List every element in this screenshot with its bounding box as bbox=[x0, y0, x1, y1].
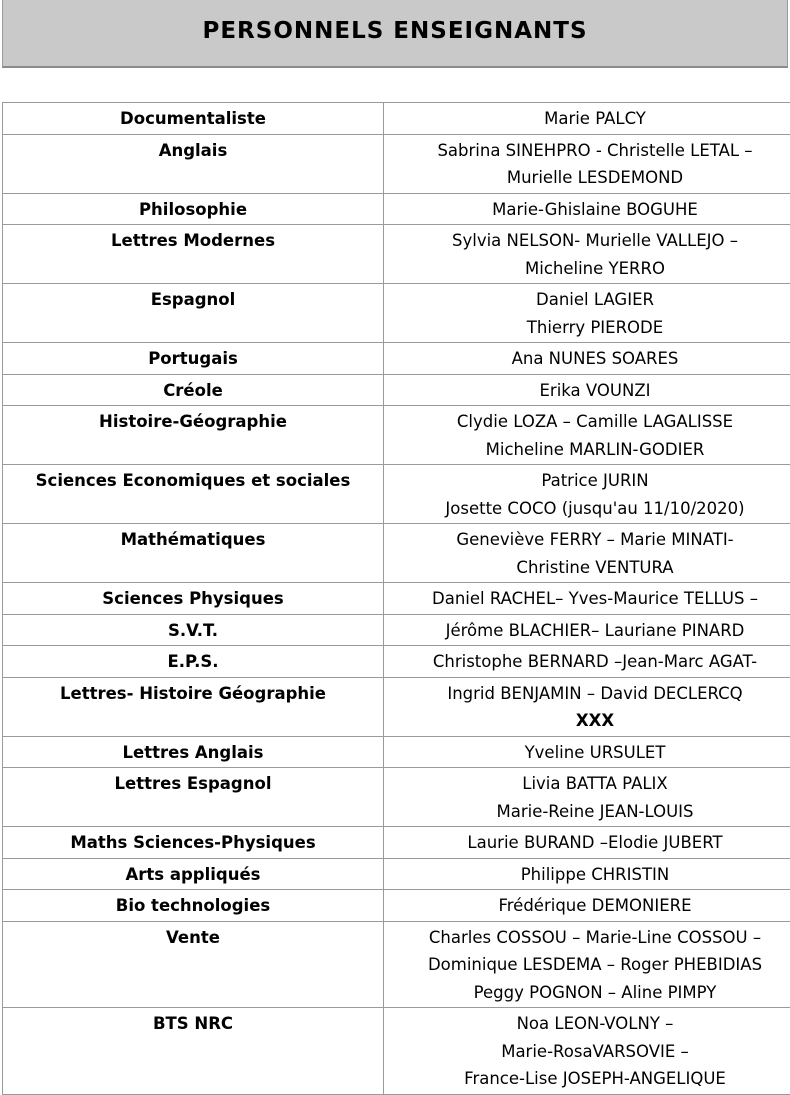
subject-cell bbox=[3, 1008, 384, 1095]
subject-label: Bio technologies bbox=[7, 892, 379, 920]
table-row bbox=[3, 343, 790, 375]
teacher-names-line: Marie PALCY bbox=[388, 105, 790, 133]
teacher-names-line: Erika VOUNZI bbox=[388, 377, 790, 405]
subject-cell bbox=[3, 225, 384, 284]
teachers-cell bbox=[384, 406, 790, 465]
teacher-names-line: Josette COCO (jusqu'au 11/10/2020) bbox=[388, 495, 790, 523]
table-row bbox=[3, 465, 790, 524]
teaching-staff-table bbox=[2, 102, 790, 1095]
teacher-names-line: Ingrid BENJAMIN – David DECLERCQ bbox=[388, 680, 790, 708]
subject-cell bbox=[3, 858, 384, 890]
teachers-cell bbox=[384, 374, 790, 406]
teacher-names-line: Marie-Ghislaine BOGUHE bbox=[388, 196, 790, 224]
subject-cell bbox=[3, 614, 384, 646]
table-row bbox=[3, 768, 790, 827]
teachers-cell bbox=[384, 343, 790, 375]
teachers-cell bbox=[384, 225, 790, 284]
page-header bbox=[2, 0, 788, 68]
table-row bbox=[3, 284, 790, 343]
subject-label: Créole bbox=[7, 377, 379, 405]
subject-label: Maths Sciences-Physiques bbox=[7, 829, 379, 857]
table-row bbox=[3, 583, 790, 615]
teachers-cell bbox=[384, 614, 790, 646]
table-row bbox=[3, 736, 790, 768]
teacher-names-line: Frédérique DEMONIERE bbox=[388, 892, 790, 920]
teacher-names-line: Christophe BERNARD –Jean-Marc AGAT- bbox=[388, 648, 790, 676]
subject-cell bbox=[3, 193, 384, 225]
teaching-staff-table-body bbox=[3, 103, 790, 1095]
subject-label: Espagnol bbox=[7, 286, 379, 314]
teacher-names-line: Yveline URSULET bbox=[388, 739, 790, 767]
teachers-cell bbox=[384, 736, 790, 768]
subject-label: Sciences Economiques et sociales bbox=[7, 467, 379, 495]
teacher-names-line: Daniel RACHEL– Yves-Maurice TELLUS – bbox=[388, 585, 790, 613]
teachers-cell bbox=[384, 524, 790, 583]
subject-cell bbox=[3, 343, 384, 375]
teachers-cell bbox=[384, 1008, 790, 1095]
subject-cell bbox=[3, 921, 384, 1008]
table-row bbox=[3, 374, 790, 406]
subject-label: Anglais bbox=[7, 137, 379, 165]
subject-label: Vente bbox=[7, 924, 379, 952]
table-row bbox=[3, 406, 790, 465]
subject-label: Sciences Physiques bbox=[7, 585, 379, 613]
subject-cell bbox=[3, 524, 384, 583]
teacher-names-line: Geneviève FERRY – Marie MINATI- bbox=[388, 526, 790, 554]
teacher-names-line: Micheline YERRO bbox=[388, 255, 790, 283]
subject-cell bbox=[3, 406, 384, 465]
subject-label: Lettres Anglais bbox=[7, 739, 379, 767]
teachers-cell bbox=[384, 921, 790, 1008]
subject-cell bbox=[3, 374, 384, 406]
subject-cell bbox=[3, 134, 384, 193]
teacher-names-line: Jérôme BLACHIER– Lauriane PINARD bbox=[388, 617, 790, 645]
table-row bbox=[3, 827, 790, 859]
teacher-names-line: Patrice JURIN bbox=[388, 467, 790, 495]
teacher-names-line: Murielle LESDEMOND bbox=[388, 164, 790, 192]
subject-label: BTS NRC bbox=[7, 1010, 379, 1038]
teachers-cell bbox=[384, 583, 790, 615]
table-row bbox=[3, 1008, 790, 1095]
subject-cell bbox=[3, 768, 384, 827]
placeholder-name-line: XXX bbox=[388, 707, 790, 735]
subject-label: Lettres- Histoire Géographie bbox=[7, 680, 379, 708]
subject-cell bbox=[3, 890, 384, 922]
subject-cell bbox=[3, 677, 384, 736]
subject-label: Histoire-Géographie bbox=[7, 408, 379, 436]
teacher-names-line: Micheline MARLIN-GODIER bbox=[388, 436, 790, 464]
subject-label: Arts appliqués bbox=[7, 861, 379, 889]
teachers-cell bbox=[384, 677, 790, 736]
teacher-names-line: Clydie LOZA – Camille LAGALISSE bbox=[388, 408, 790, 436]
subject-label: S.V.T. bbox=[7, 617, 379, 645]
teacher-names-line: Sabrina SINEHPRO - Christelle LETAL – bbox=[388, 137, 790, 165]
teacher-names-line: Laurie BURAND –Elodie JUBERT bbox=[388, 829, 790, 857]
teachers-cell bbox=[384, 284, 790, 343]
table-row bbox=[3, 524, 790, 583]
teacher-names-line: Thierry PIERODE bbox=[388, 314, 790, 342]
teachers-cell bbox=[384, 768, 790, 827]
teacher-names-line: Marie-Reine JEAN-LOUIS bbox=[388, 798, 790, 826]
table-row bbox=[3, 614, 790, 646]
teachers-cell bbox=[384, 134, 790, 193]
teacher-names-line: Marie-RosaVARSOVIE – bbox=[388, 1038, 790, 1066]
teacher-names-line: Sylvia NELSON- Murielle VALLEJO – bbox=[388, 227, 790, 255]
table-row bbox=[3, 921, 790, 1008]
teachers-cell bbox=[384, 827, 790, 859]
teachers-cell bbox=[384, 193, 790, 225]
subject-label: Lettres Espagnol bbox=[7, 770, 379, 798]
subject-label: Lettres Modernes bbox=[7, 227, 379, 255]
subject-cell bbox=[3, 284, 384, 343]
subject-cell bbox=[3, 583, 384, 615]
table-row bbox=[3, 677, 790, 736]
subject-cell bbox=[3, 827, 384, 859]
teachers-cell bbox=[384, 646, 790, 678]
teacher-names-line: Peggy POGNON – Aline PIMPY bbox=[388, 979, 790, 1007]
teacher-names-line: Dominique LESDEMA – Roger PHEBIDIAS bbox=[388, 951, 790, 979]
subject-label: Philosophie bbox=[7, 196, 379, 224]
subject-cell bbox=[3, 646, 384, 678]
teacher-names-line: Daniel LAGIER bbox=[388, 286, 790, 314]
teacher-names-line: Livia BATTA PALIX bbox=[388, 770, 790, 798]
page-title: PERSONNELS ENSEIGNANTS bbox=[202, 18, 587, 44]
teacher-names-line: Charles COSSOU – Marie-Line COSSOU – bbox=[388, 924, 790, 952]
table-row bbox=[3, 134, 790, 193]
table-row bbox=[3, 225, 790, 284]
teacher-names-line: Philippe CHRISTIN bbox=[388, 861, 790, 889]
table-row bbox=[3, 193, 790, 225]
teacher-names-line: Noa LEON-VOLNY – bbox=[388, 1010, 790, 1038]
teachers-cell bbox=[384, 103, 790, 135]
subject-label: Mathématiques bbox=[7, 526, 379, 554]
teacher-names-line: Christine VENTURA bbox=[388, 554, 790, 582]
table-row bbox=[3, 858, 790, 890]
table-row bbox=[3, 103, 790, 135]
subject-cell bbox=[3, 736, 384, 768]
table-row bbox=[3, 890, 790, 922]
teachers-cell bbox=[384, 465, 790, 524]
subject-label: Documentaliste bbox=[7, 105, 379, 133]
teachers-cell bbox=[384, 890, 790, 922]
table-row bbox=[3, 646, 790, 678]
subject-cell bbox=[3, 103, 384, 135]
subject-cell bbox=[3, 465, 384, 524]
teachers-cell bbox=[384, 858, 790, 890]
subject-label: E.P.S. bbox=[7, 648, 379, 676]
teacher-names-line: France-Lise JOSEPH-ANGELIQUE bbox=[388, 1065, 790, 1093]
teacher-names-line: Ana NUNES SOARES bbox=[388, 345, 790, 373]
subject-label: Portugais bbox=[7, 345, 379, 373]
